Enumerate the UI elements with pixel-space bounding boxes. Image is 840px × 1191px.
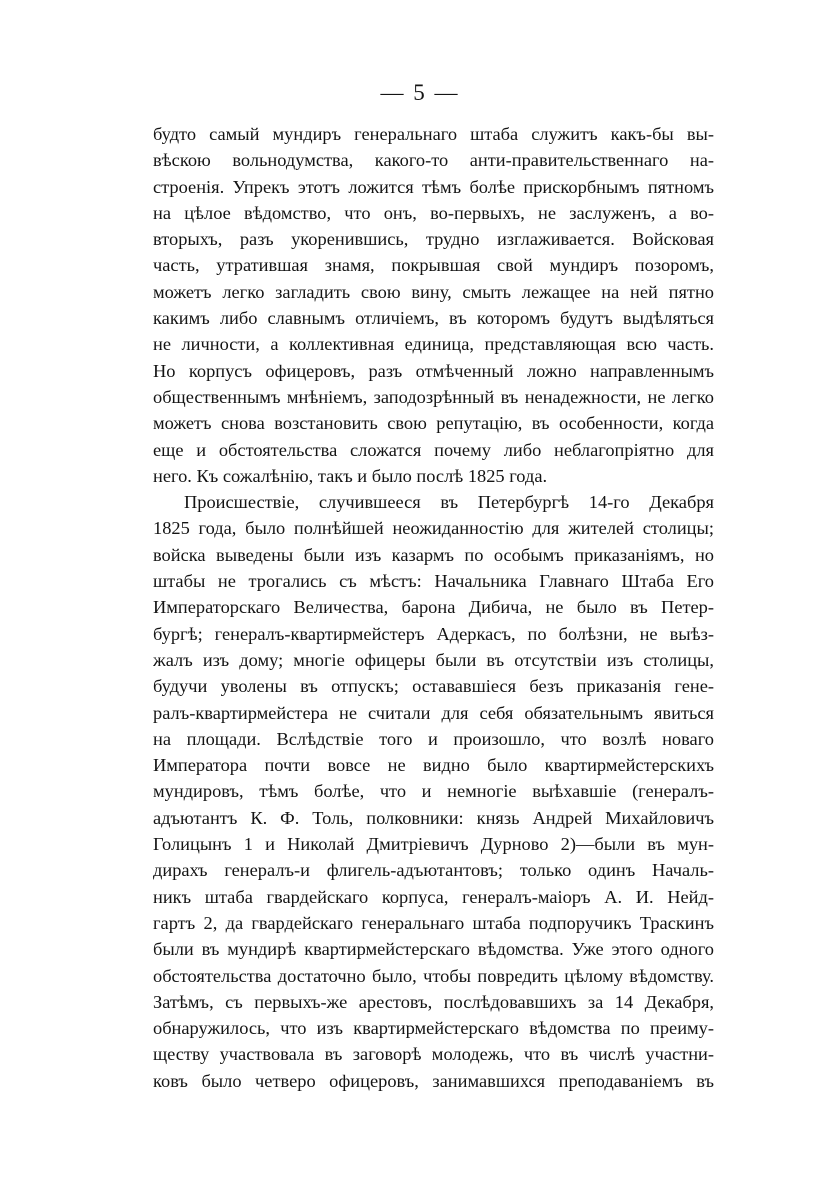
text-line: будучи уволены въ отпускъ; остававшіеся безъ приказанія гене- (153, 676, 714, 697)
text-line: никъ штаба гвардейскаго корпуса, генералъ-маіоръ А. И. Нейд- (153, 886, 714, 907)
text-line: ковъ было четверо офицеровъ, занимавшихся преподаваніемъ въ (153, 1070, 714, 1091)
text-line: Затѣмъ, съ первыхъ-же арестовъ, послѣдовавшихъ за 14 Декабря, (153, 991, 714, 1012)
text-line: можетъ легко загладить свою вину, смыть лежащее на ней пятно (153, 281, 714, 302)
text-line: Но корпусъ офицеровъ, разъ отмѣченный ложно направленнымъ (153, 360, 714, 381)
text-line: жалъ изъ дому; многіе офицеры были въ отсутствіи изъ столицы, (153, 649, 714, 670)
text-line: войска выведены были изъ казармъ по особымъ приказаніямъ, но (153, 544, 714, 565)
text-line: обнаружилось, что изъ квартирмейстерскаго вѣдомства по преиму- (153, 1018, 714, 1039)
text-line: Императорскаго Величества, барона Дибича, не было въ Петер- (153, 597, 714, 618)
text-line: мундировъ, тѣмъ болѣе, что и немногіе выѣхавшіе (генералъ- (153, 781, 714, 802)
text-line: можетъ снова возстановить свою репутацію, въ особенности, когда (153, 413, 714, 434)
text-line: обстоятельства достаточно было, чтобы повредить цѣлому вѣдомству. (153, 965, 714, 986)
body-text (153, 121, 714, 1094)
page-number: — 5 — (380, 80, 460, 105)
text-line: не личности, а коллективная единица, представляющая всю часть. (153, 334, 714, 355)
text-line: ралъ-квартирмейстера не считали для себя обязательнымъ явиться (153, 702, 714, 723)
text-line: строенія. Упрекъ этотъ ложится тѣмъ болѣе прискорбнымъ пятномъ (153, 176, 714, 197)
text-line: Императора почти вовсе не видно было квартирмейстерскихъ (153, 755, 714, 776)
text-line: вторыхъ, разъ укоренившись, трудно изглаживается. Войсковая (153, 229, 714, 250)
text-line: часть, утратившая знамя, покрывшая свой мундиръ позоромъ, (153, 255, 714, 276)
text-line: будто самый мундиръ генеральнаго штаба служитъ какъ-бы вы- (153, 124, 714, 144)
paragraph-first-line: Происшествіе, случившееся въ Петербургѣ 14-го Декабря (184, 492, 714, 513)
text-line: штабы не трогались съ мѣстъ: Начальника Главнаго Штаба Его (153, 571, 714, 592)
text-line: на площади. Вслѣдствіе того и произошло, что возлѣ новаго (153, 728, 714, 749)
paragraph-end-line: него. Къ сожалѣнію, такъ и было послѣ 1825 года. (153, 465, 548, 486)
text-line: ществу участвовала въ заговорѣ молодежь, что въ числѣ участни- (153, 1044, 714, 1065)
text-line: бургѣ; генералъ-квартирмейстеръ Адеркасъ, по болѣзни, не выѣз- (153, 623, 714, 644)
text-line: какимъ либо славнымъ отличіемъ, въ которомъ будутъ выдѣляться (153, 308, 714, 329)
text-line: вѣскою вольнодумства, какого-то анти-правительственнаго на- (153, 150, 714, 171)
text-line: дирахъ генералъ-и флигель-адъютантовъ; только одинъ Началь- (153, 860, 714, 881)
text-line: общественнымъ мнѣніемъ, заподозрѣнный въ ненадежности, не легко (153, 386, 714, 407)
text-line: были въ мундирѣ квартирмейстерскаго вѣдомства. Уже этого одного (153, 939, 714, 960)
text-line: адъютантъ К. Ф. Толь, полковники: князь Андрей Михайловичъ (153, 807, 714, 828)
text-line: Голицынъ 1 и Николай Дмитріевичъ Дурново 2)—были въ мун- (153, 834, 714, 855)
text-line: на цѣлое вѣдомство, что онъ, во-первыхъ, не заслуженъ, а во- (153, 202, 714, 223)
text-line: гартъ 2, да гвардейскаго генеральнаго штаба подпоручикъ Траскинъ (153, 912, 714, 933)
text-line: еще и обстоятельства сложатся почему либо неблагопріятно для (153, 439, 714, 460)
text-line: 1825 года, было полнѣйшей неожиданностію для жителей столицы; (153, 518, 714, 539)
